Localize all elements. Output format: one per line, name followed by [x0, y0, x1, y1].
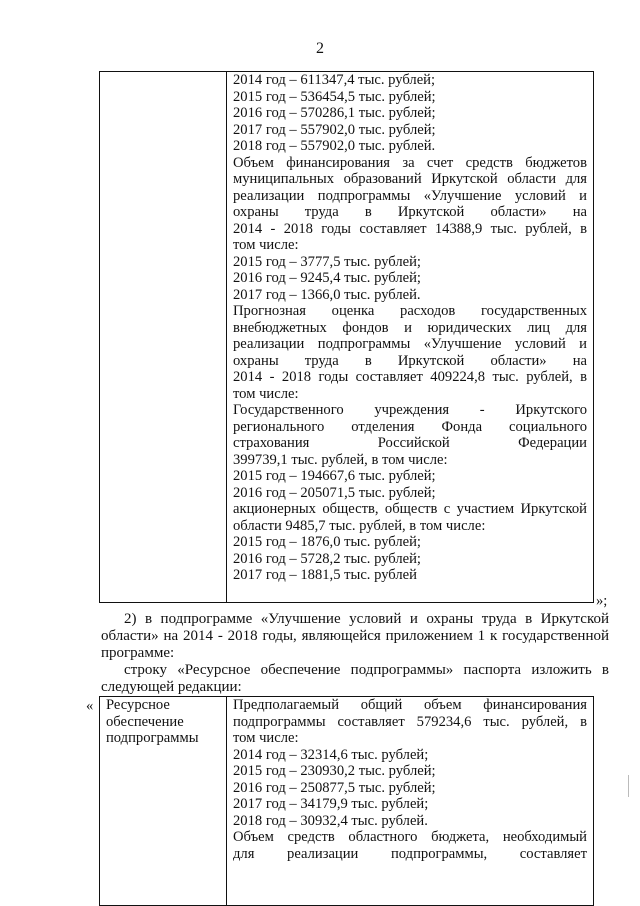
label-line: Ресурсное — [106, 697, 170, 713]
year-line: 2014 год – 32314,6 тыс. рублей; — [233, 746, 429, 763]
year-line: 2015 год – 3777,5 тыс. рублей; — [233, 253, 421, 270]
fund-line: регионального отделения Фонда социального — [233, 418, 587, 435]
paragraph-line: 2) в подпрограмме «Улучшение условий и охраны труда в Иркутской — [124, 611, 609, 627]
municipal-line: Объем финансирования за счет средств бюджетов — [233, 154, 587, 171]
year-line: 2016 год – 5728,2 тыс. рублей; — [233, 550, 421, 567]
forecast-line: 2014 - 2018 годы составляет 409224,8 тыс. рублей, в — [233, 369, 587, 385]
label-cell — [100, 697, 227, 906]
label-line: подпрограммы — [106, 730, 199, 746]
opening-quote: « — [86, 698, 94, 714]
fund-line: 399739,1 тыс. рублей, в том числе: — [233, 451, 448, 468]
content-cell — [227, 72, 594, 603]
jsc-line: акционерных обществ, обществ с участием Иркутской — [233, 501, 587, 517]
intro-line: том числе: — [233, 730, 299, 746]
jsc-line: области 9485,7 тыс. рублей, в том числе: — [233, 517, 486, 534]
year-line: 2016 год – 250877,5 тыс. рублей; — [233, 779, 436, 796]
intro-line: подпрограммы составляет 579234,6 тыс. рублей, в — [233, 713, 587, 730]
forecast-line: том числе: — [233, 385, 299, 402]
year-line: 2016 год – 570286,1 тыс. рублей; — [233, 105, 436, 121]
paragraph-line: строку «Ресурсное обеспечение подпрограммы» паспорта изложить в — [124, 662, 609, 678]
year-line: 2015 год – 194667,6 тыс. рублей; — [233, 468, 436, 484]
year-line: 2016 год – 205071,5 тыс. рублей; — [233, 484, 436, 501]
instruction-paragraph-cont — [101, 679, 609, 696]
municipal-line: реализации подпрограммы «Улучшение условий и — [233, 187, 587, 204]
year-line: 2015 год – 1876,0 тыс. рублей; — [233, 534, 421, 550]
table-row — [100, 72, 594, 603]
year-line: 2014 год – 611347,4 тыс. рублей; — [233, 72, 436, 88]
content-cell — [227, 697, 594, 906]
forecast-line: внебюджетных фондов и юридических лиц для — [233, 319, 587, 336]
forecast-line: реализации подпрограммы «Улучшение условий и — [233, 336, 587, 352]
municipal-line: том числе: — [233, 237, 299, 253]
year-line: 2018 год – 30932,4 тыс. рублей. — [233, 812, 428, 829]
year-line: 2015 год – 230930,2 тыс. рублей; — [233, 763, 436, 779]
year-line: 2017 год – 1366,0 тыс. рублей. — [233, 286, 421, 303]
page-number: 2 — [316, 40, 324, 57]
instruction-paragraph — [101, 662, 609, 679]
resource-table-new — [99, 696, 594, 906]
forecast-line: охраны труда в Иркутской области» на — [233, 352, 587, 369]
regional-line: для реализации подпрограммы, составляет — [233, 845, 587, 862]
paragraph-line: следующей редакции: — [101, 679, 242, 695]
fund-line: страхования Российской Федерации — [233, 435, 587, 451]
amendment-paragraph — [101, 611, 609, 628]
year-line: 2015 год – 536454,5 тыс. рублей; — [233, 88, 436, 105]
fund-line: Государственного учреждения - Иркутского — [233, 402, 587, 418]
paragraph-line: программе: — [101, 645, 175, 661]
municipal-line: 2014 - 2018 годы составляет 14388,9 тыс. рублей, в — [233, 220, 587, 237]
scan-artifact — [628, 775, 629, 797]
amendment-paragraph-cont — [101, 628, 609, 662]
paragraph-line: области» на 2014 - 2018 годы, являющейся приложением 1 к государственной — [101, 628, 609, 644]
year-line: 2018 год – 557902,0 тыс. рублей. — [233, 138, 436, 154]
regional-line: Объем средств областного бюджета, необходимый — [233, 829, 587, 845]
closing-quote: »; — [596, 593, 608, 609]
year-line: 2017 год – 557902,0 тыс. рублей; — [233, 121, 436, 138]
year-line: 2017 год – 34179,9 тыс. рублей; — [233, 796, 429, 812]
intro-line: Предполагаемый общий объем финансирования — [233, 697, 587, 713]
table-row — [100, 697, 594, 906]
label-cell — [100, 72, 227, 603]
resource-table-continued — [99, 71, 594, 603]
year-line: 2016 год – 9245,4 тыс. рублей; — [233, 270, 421, 286]
municipal-line: муниципальных образований Иркутской области для — [233, 171, 587, 187]
forecast-line: Прогнозная оценка расходов государственных — [233, 303, 587, 319]
year-line: 2017 год – 1881,5 тыс. рублей — [233, 567, 417, 583]
municipal-line: охраны труда в Иркутской области» на — [233, 204, 587, 220]
label-line: обеспечение — [106, 713, 184, 730]
